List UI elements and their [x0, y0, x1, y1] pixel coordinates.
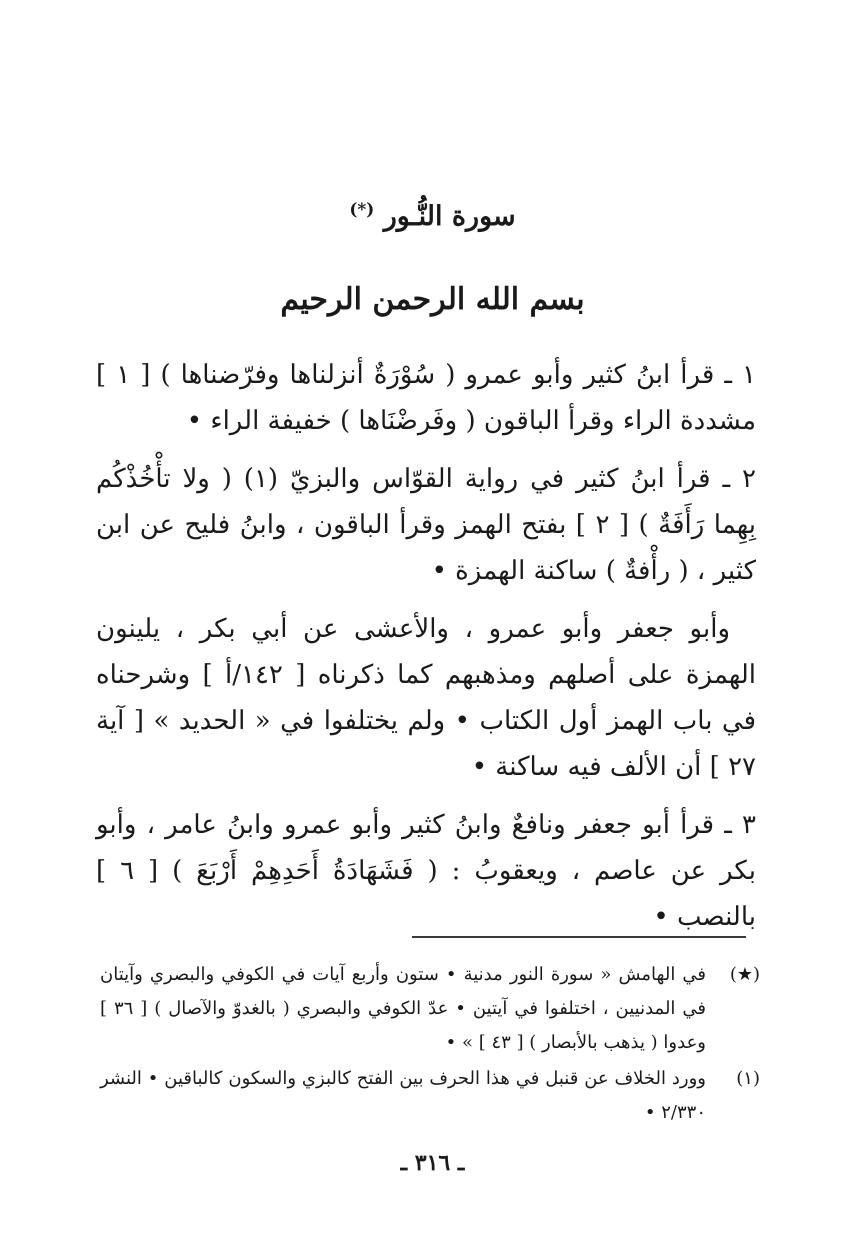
footnote-1: [100, 1062, 760, 1130]
footnotes: [100, 958, 760, 1132]
footnote-text: في الهامش « سورة النور مدنية • ستون وأربع آيات في الكوفي والبصري وآيتان في المدنيين ، اختلفوا في آيتين • عدّ الكوفي والبصري ( بالغدوّ والآصال ) [ ٣٦ ] وعدوا ( يذهب بالأبصار ) [ ٤٣ ] » •: [100, 964, 706, 1053]
paragraph-3: وأبو جعفر وأبو عمرو ، والأعشى عن أبي بكر ، يلينون الهمزة على أصلهم ومذهبهم كما ذكرناه [ ١٤٢/أ ] وشرحناه في باب الهمز أول الكتاب • ولم يختلفوا في « الحديد » [ آية ٢٧ ] أن الألف فيه ساكنة •: [96, 614, 756, 782]
paragraph-2: ٢ ـ قرأ ابنُ كثير في رواية القوّاس والبزيّ (١) ( ولا تأْخُذْكُم بِهِما رَأَفَةٌ ) [ ٢ ] بفتح الهمز وقرأ الباقون ، وابنُ فليح عن ابن كثير ، ( رأْفةٌ ) ساكنة الهمزة •: [96, 464, 756, 586]
paragraph-1: ١ ـ قرأ ابنُ كثير وأبو عمرو ( سُوْرَةٌ أنزلناها وفرّضناها ) [ ١ ] مشددة الراء وقرأ الباقون ( وفَرضْنَاها ) خفيفة الراء •: [96, 360, 756, 436]
surah-title-text: سورة النُّـور: [383, 201, 516, 232]
footnote-marker: (★): [729, 964, 760, 985]
footnote-text: وورد الخلاف عن قنبل في هذا الحرف بين الفتح كالبزي والسكون كالباقين • النشر ٢/٣٣٠ •: [100, 1068, 706, 1123]
title-footnote-mark: (*): [349, 200, 375, 220]
paragraph-4: ٣ ـ قرأ أبو جعفر ونافعٌ وابنُ كثير وأبو عمرو وابنُ عامر ، وأبو بكر عن عاصم ، ويعقوبُ : ( فَشَهَادَةُ أَحَدِهِمْ أَرْبَعَ ) [ ٦ ] بالنصب •: [96, 810, 756, 932]
footnote-star: [100, 958, 760, 1060]
footnote-divider: [412, 936, 746, 938]
basmala: بسم الله الرحمن الرحيم: [280, 282, 585, 317]
page-number: ـ ٣١٦ ـ: [400, 1150, 465, 1176]
surah-title: [0, 200, 865, 232]
main-text: [96, 352, 756, 952]
footnote-marker: (١): [736, 1068, 760, 1089]
